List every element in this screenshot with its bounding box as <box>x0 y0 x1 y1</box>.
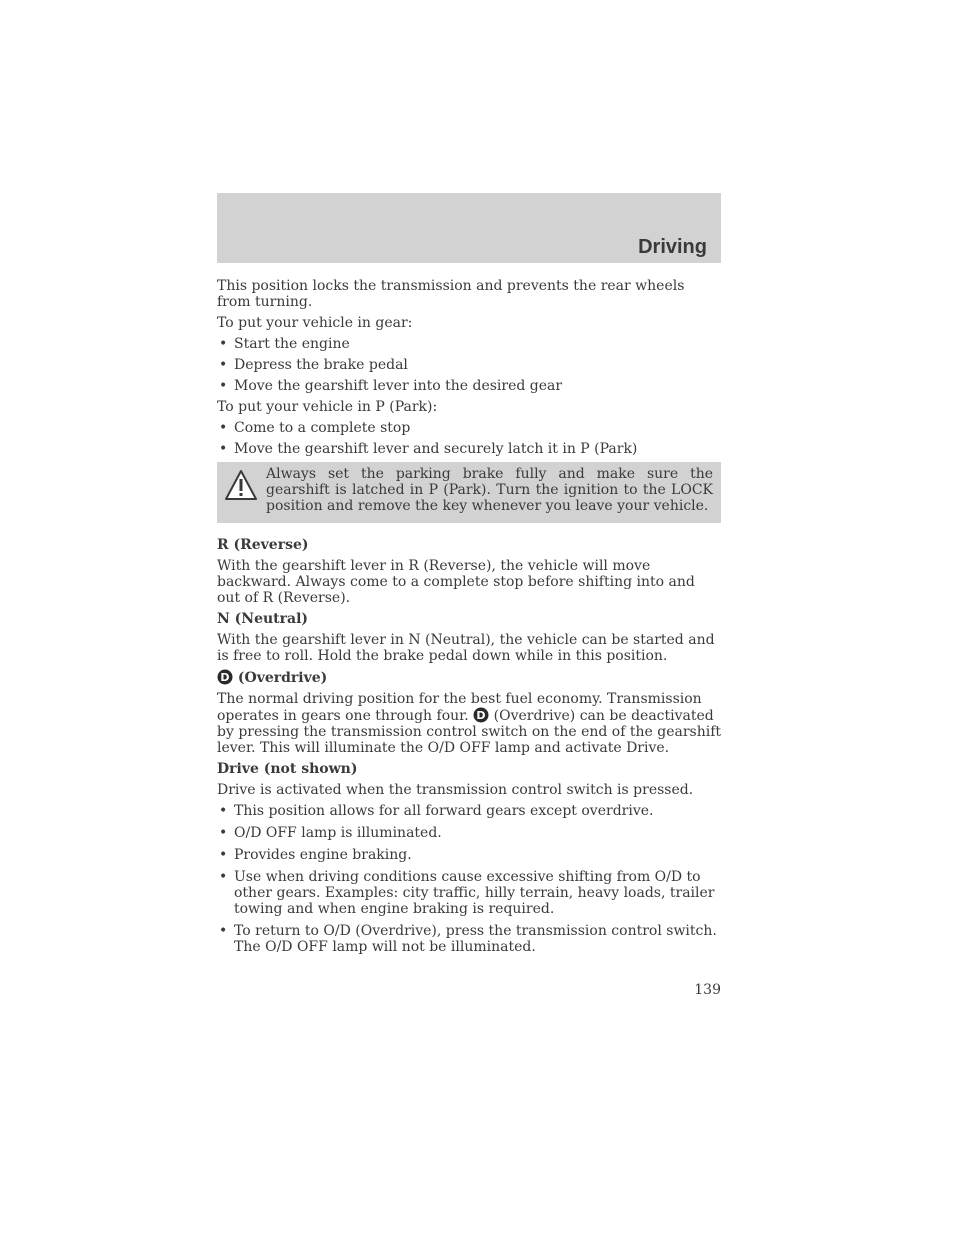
overdrive-heading-row <box>217 669 721 686</box>
park-lead: To put your vehicle in P (Park): <box>217 399 438 415</box>
overdrive-body-end: (Overdrive) can be deactivated by pressing the transmission control switch on the end of the gearshift lever. This will illuminate the O/D OFF lamp and activate Drive. <box>217 708 722 756</box>
list-item: • Move the gearshift lever and securely latch it in P (Park) <box>217 441 721 457</box>
list-item: • Provides engine braking. <box>217 847 721 863</box>
neutral-heading: N (Neutral) <box>217 611 309 627</box>
list-item: • Come to a complete stop <box>217 420 721 436</box>
reverse-body: With the gearshift lever in R (Reverse), the vehicle will move backward. Always come to a complete stop before shifting into and out of R (Reverse). <box>217 558 695 606</box>
park-steps-list <box>217 420 721 457</box>
drive-heading: Drive (not shown) <box>217 761 358 777</box>
gear-steps-list <box>217 336 721 394</box>
overdrive-d-icon <box>473 707 489 723</box>
warning-text: Always set the parking brake fully and make sure the gearshift is latched in P (Park). Turn the ignition to the LOCK position and remove the key whenever you leave your vehicle. <box>266 466 713 514</box>
intro-paragraph: This position locks the transmission and prevents the rear wheels from turning. <box>217 278 685 310</box>
overdrive-d-letter: D <box>220 671 230 685</box>
overdrive-body-start: The normal driving position for the best fuel economy. Transmission operates in gears one through four. <box>217 691 702 724</box>
warning-box <box>217 462 721 523</box>
page-content <box>217 278 721 961</box>
section-header <box>217 193 721 263</box>
gear-lead: To put your vehicle in gear: <box>217 315 413 331</box>
overdrive-body <box>217 691 721 756</box>
section-title: Driving <box>638 236 707 258</box>
overdrive-heading: (Overdrive) <box>237 670 328 686</box>
list-item: • Move the gearshift lever into the desired gear <box>217 378 721 394</box>
list-item: • This position allows for all forward gears except overdrive. <box>217 803 721 819</box>
overdrive-d-letter: D <box>476 709 486 723</box>
list-item: • O/D OFF lamp is illuminated. <box>217 825 721 841</box>
list-item: • Use when driving conditions cause excessive shifting from O/D to other gears. Examples: city traffic, hilly terrain, heavy loads, trailer towing and when engine braking is required. <box>217 869 721 917</box>
neutral-body: With the gearshift lever in N (Neutral), the vehicle can be started and is free to roll. Hold the brake pedal down while in this position. <box>217 632 715 664</box>
drive-list <box>217 803 721 955</box>
list-item: • Depress the brake pedal <box>217 357 721 373</box>
drive-body: Drive is activated when the transmission control switch is pressed. <box>217 782 694 798</box>
warning-triangle-icon <box>224 468 258 502</box>
page-number: 139 <box>694 982 721 998</box>
overdrive-d-icon <box>217 669 233 685</box>
list-item: • Start the engine <box>217 336 721 352</box>
list-item: • To return to O/D (Overdrive), press the transmission control switch. The O/D OFF lamp will not be illuminated. <box>217 923 721 955</box>
reverse-heading: R (Reverse) <box>217 537 309 553</box>
